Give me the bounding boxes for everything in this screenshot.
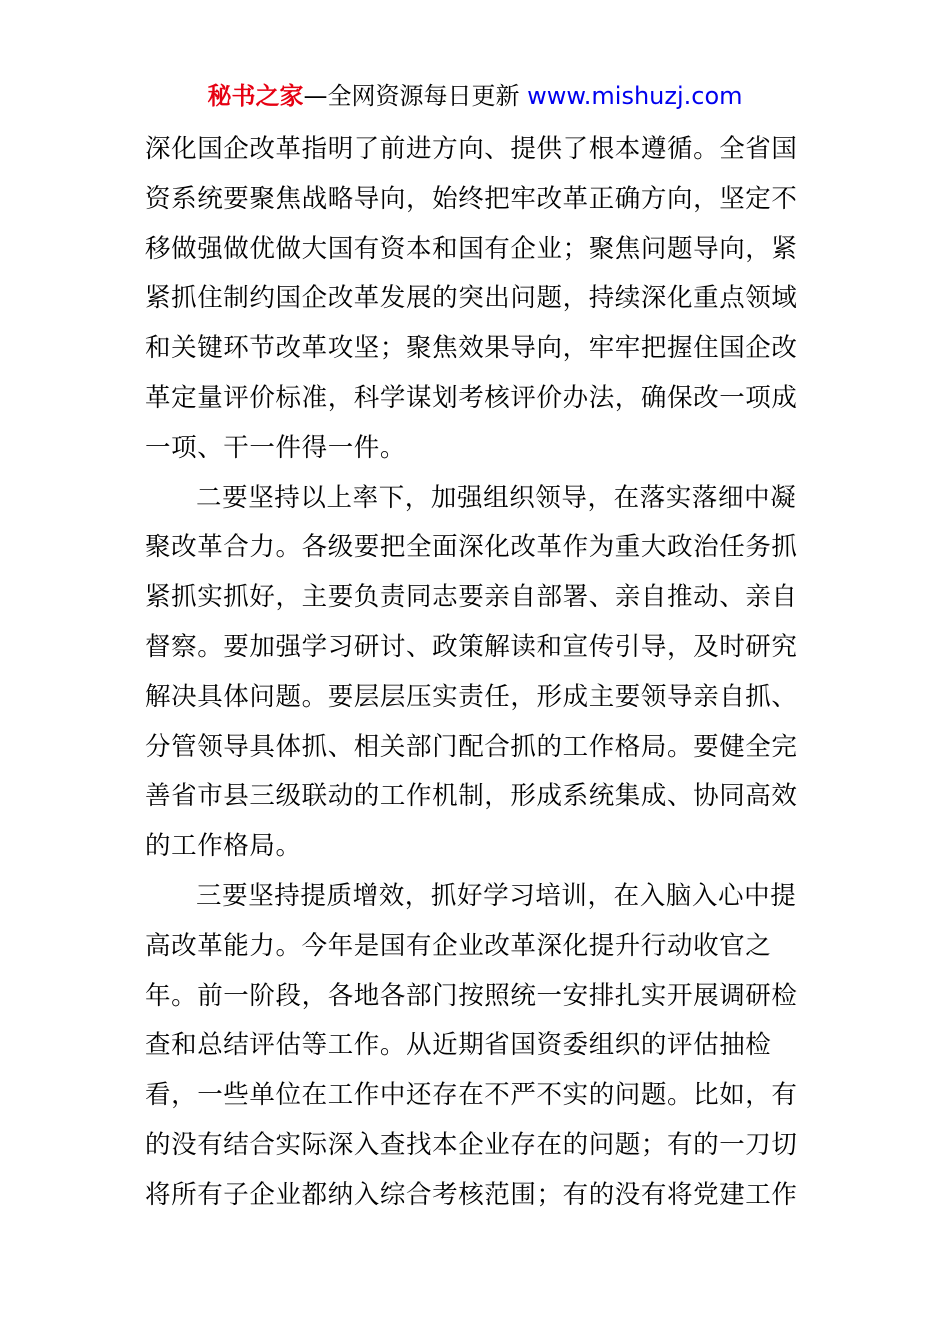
text-line: 督察。要加强学习研讨、政策解读和宣传引导，及时研究	[145, 631, 798, 662]
text-line: 解决具体问题。要层层压实责任，形成主要领导亲自抓、	[145, 681, 798, 712]
text-line: 查和总结评估等工作。从近期省国资委组织的评估抽检	[145, 1030, 772, 1061]
text-line: 革定量评价标准，科学谋划考核评价办法，确保改一项成	[145, 382, 798, 413]
site-header	[0, 80, 950, 112]
brand-name: 秘书之家	[207, 82, 304, 110]
text-line: 善省市县三级联动的工作机制，形成系统集成、协同高效	[145, 781, 798, 812]
document-body	[145, 125, 805, 1221]
header-tagline: —全网资源每日更新	[303, 82, 528, 110]
text-line: 一项、干一件得一件。	[145, 432, 407, 463]
text-line: 高改革能力。今年是国有企业改革深化提升行动收官之	[145, 930, 772, 961]
text-line: 深化国企改革指明了前进方向、提供了根本遵循。全省国	[145, 134, 798, 164]
text-line: 的没有结合实际深入查找本企业存在的问题；有的一刀切	[145, 1129, 798, 1160]
text-line: 聚改革合力。各级要把全面深化改革作为重大政治任务抓	[145, 532, 798, 563]
text-line: 将所有子企业都纳入综合考核范围；有的没有将党建工作	[145, 1179, 798, 1210]
text-line: 看，一些单位在工作中还存在不严不实的问题。比如，有	[145, 1080, 798, 1111]
text-line: 资系统要聚焦战略导向，始终把牢改革正确方向，坚定不	[145, 183, 798, 214]
paragraph-start-line: 二要坚持以上率下，加强组织领导，在落实落细中凝	[196, 482, 797, 513]
text-line: 的工作格局。	[145, 831, 302, 862]
text-line: 年。前一阶段，各地各部门按照统一安排扎实开展调研检	[145, 980, 798, 1011]
text-line: 紧抓实抓好，主要负责同志要亲自部署、亲自推动、亲自	[145, 582, 798, 613]
paragraph-start-line: 三要坚持提质增效，抓好学习培训，在入脑入心中提	[196, 880, 797, 911]
text-line: 移做强做优做大国有资本和国有企业；聚焦问题导向，紧	[145, 233, 798, 264]
text-line: 分管领导具体抓、相关部门配合抓的工作格局。要健全完	[145, 731, 798, 762]
text-line: 和关键环节改革攻坚；聚焦效果导向，牢牢把握住国企改	[145, 333, 798, 364]
text-line: 紧抓住制约国企改革发展的突出问题，持续深化重点领域	[145, 283, 798, 314]
site-url[interactable]: www.mishuzj.com	[527, 82, 743, 110]
